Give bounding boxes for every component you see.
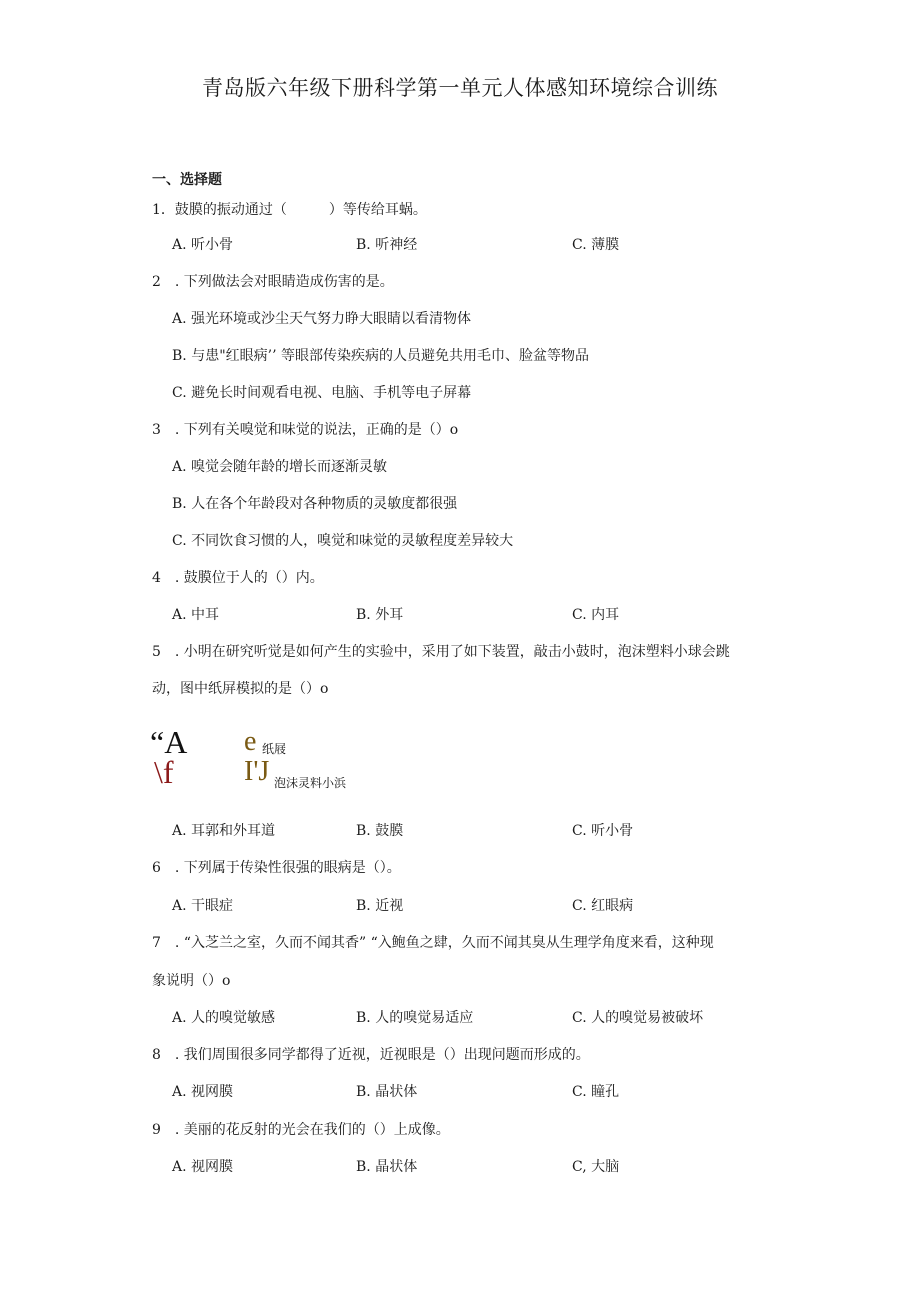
q9-option-c[interactable]: C, 大脑 [572,1159,620,1175]
q3-option-c[interactable]: C. 不同饮食习惯的人，嗅觉和味觉的灵敏程度差异较大 [172,533,514,549]
q9-option-a[interactable]: A. 视网膜 [172,1159,234,1175]
section-heading: 一、选择题 [152,172,222,188]
question-7-continued: 象说明（）o [152,973,231,989]
question-7: 7 . “入芝兰之室，久而不闻其香” “入鲍鱼之肆，久而不闻其臭从生理学角度来看，这种现 [152,935,714,951]
question-8: 8 . 我们周围很多同学都得了近视，近视眼是（）出现问题而形成的。 [152,1047,590,1063]
q8-option-a[interactable]: A. 视网膜 [172,1084,234,1100]
q5-option-a[interactable]: A. 耳郭和外耳道 [172,823,276,839]
question-9: 9 . 美丽的花反射的光会在我们的（）上成像。 [152,1122,450,1138]
q5-option-b[interactable]: B. 鼓膜 [356,823,404,839]
question-4: 4 . 鼓膜位于人的（）内。 [152,570,324,586]
question-3: 3 . 下列有关嗅觉和味觉的说法，正确的是（）o [152,422,459,438]
q7-option-a[interactable]: A. 人的嗅觉敏感 [172,1010,276,1026]
question-5: 5 . 小明在研究听觉是如何产生的实验中，采用了如下装置，敲击小鼓时，泡沫塑料小球会跳 [152,644,730,660]
q7-option-c[interactable]: C. 人的嗅觉易被破坏 [572,1010,704,1026]
q2-option-b[interactable]: B. 与患"红眼病’’ 等眼部传染疾病的人员避免共用毛巾、脸盆等物品 [172,348,589,364]
question-1: 1．鼓膜的振动通过（ ）等传给耳蜗。 [152,202,427,218]
experiment-figure [150,724,390,796]
question-6: 6 . 下列属于传染性很强的眼病是（）。 [152,860,401,876]
q8-option-c[interactable]: C. 瞳孔 [572,1084,620,1100]
q7-option-b[interactable]: B. 人的嗅觉易适应 [356,1010,474,1026]
q5-option-c[interactable]: C. 听小骨 [572,823,634,839]
q1-option-a[interactable]: A. 听小骨 [172,237,234,253]
figure-glyph-4: I'J [244,756,270,787]
q4-option-b[interactable]: B. 外耳 [356,607,404,623]
figure-glyph-3: e [244,726,257,757]
q1-option-b[interactable]: B. 听神经 [356,237,418,253]
figure-label-paper-screen: 纸屐 [262,742,287,756]
figure-label-foam-ball: 泡沫灵料小浜 [274,776,347,790]
q4-option-a[interactable]: A. 中耳 [172,607,220,623]
q3-option-a[interactable]: A. 嗅觉会随年龄的增长而逐渐灵敏 [172,459,388,475]
q1-option-c[interactable]: C. 薄膜 [572,237,620,253]
q9-option-b[interactable]: B. 晶状体 [356,1159,418,1175]
q2-option-a[interactable]: A. 强光环境或沙尘天气努力睁大眼睛以看清物体 [172,311,472,327]
q6-option-b[interactable]: B. 近视 [356,898,404,914]
figure-glyph-2: \f [154,754,174,790]
q2-option-c[interactable]: C. 避免长时间观看电视、电脑、手机等电子屏幕 [172,385,472,401]
q6-option-c[interactable]: C. 红眼病 [572,898,634,914]
q3-option-b[interactable]: B. 人在各个年龄段对各种物质的灵敏度都很强 [172,496,458,512]
q4-option-c[interactable]: C. 内耳 [572,607,620,623]
question-2: 2 . 下列做法会对眼睛造成伤害的是。 [152,274,394,290]
q6-option-a[interactable]: A. 干眼症 [172,898,234,914]
page-title: 青岛版六年级下册科学第一单元人体感知环境综合训练 [202,76,718,100]
q8-option-b[interactable]: B. 晶状体 [356,1084,418,1100]
figure-glyph-1: “A [150,724,188,760]
question-5-continued: 动，图中纸屏模拟的是（）o [152,681,329,697]
